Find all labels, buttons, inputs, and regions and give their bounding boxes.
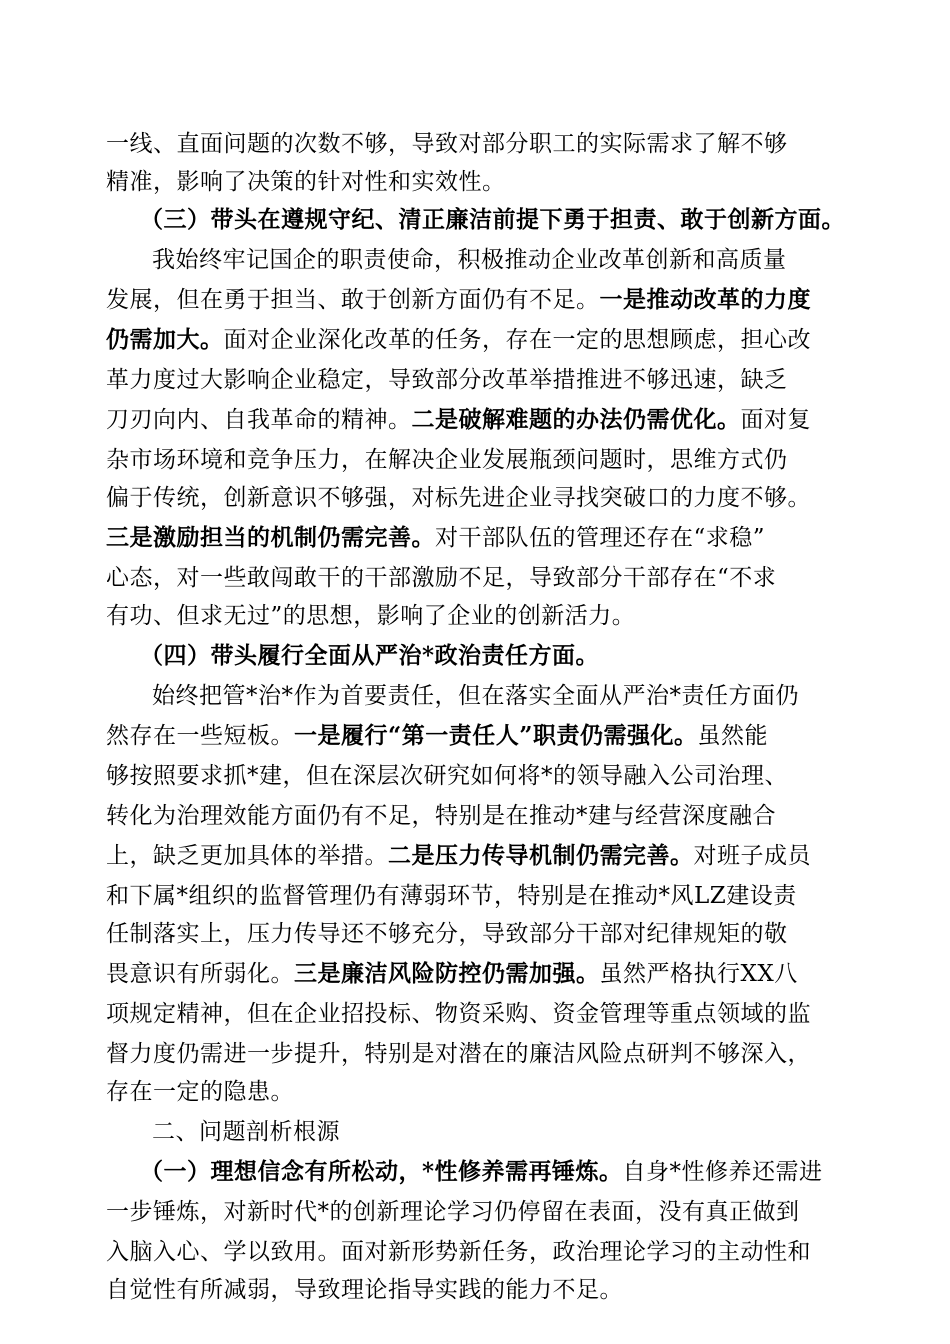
section-heading-4: （四）带头履行全面从严治*政治责任方面。	[140, 642, 600, 669]
paragraph-line: 项规定精神，但在企业招投标、物资采购、资金管理等重点领域的监	[106, 1001, 811, 1027]
paragraph-line: 始终把管*治*作为首要责任，但在落实全面从严治*责任方面仍	[152, 683, 799, 709]
paragraph-line: 三是激励担当的机制仍需完善。对干部队伍的管理还存在“求稳”	[106, 524, 766, 551]
paragraph-line: 存在一定的隐患。	[106, 1079, 294, 1105]
paragraph-line: 够按照要求抓*建，但在深层次研究如何将*的领导融入公司治理、	[106, 763, 788, 789]
paragraph-line: 偏于传统，创新意识不够强，对标先进企业寻找突破口的力度不够。	[106, 485, 811, 511]
paragraph-line: 转化为治理效能方面仍有不足，特别是在推动*建与经营深度融合	[106, 803, 776, 829]
paragraph-line: 精准，影响了决策的针对性和实效性。	[106, 169, 506, 195]
paragraph-line: 上，缺乏更加具体的举措。二是压力传导机制仍需完善。对班子成员	[106, 842, 811, 869]
paragraph-line: 我始终牢记国企的职责使命，积极推动企业改革创新和高质量	[152, 247, 787, 273]
paragraph-line: 仍需加大。面对企业深化改革的任务，存在一定的思想顾虑，担心改	[106, 326, 811, 353]
paragraph-line: 然存在一些短板。一是履行“第一责任人”职责仍需强化。虽然能	[106, 722, 768, 749]
paragraph-line: 杂市场环境和竞争压力，在解决企业发展瓶颈问题时，思维方式仍	[106, 447, 788, 473]
paragraph-line: 入脑入心、学以致用。面对新形势新任务，政治理论学习的主动性和	[106, 1239, 811, 1265]
section-heading-3: （三）带头在遵规守纪、清正廉洁前提下勇于担责、敢于创新方面。	[140, 206, 845, 233]
paragraph-line: 发展，但在勇于担当、敢于创新方面仍有不足。一是推动改革的力度	[106, 286, 811, 313]
paragraph-line: 督力度仍需进一步提升，特别是对潜在的廉洁风险点研判不够深入，	[106, 1041, 811, 1067]
section-title-2: 二、问题剖析根源	[152, 1119, 340, 1145]
paragraph-line: 任制落实上，压力传导还不够充分，导致部分干部对纪律规矩的敬	[106, 921, 788, 947]
paragraph-line: 自觉性有所减弱，导致理论指导实践的能力不足。	[106, 1277, 623, 1303]
paragraph-line: （一）理想信念有所松动，*性修养需再锤炼。自身*性修养还需进	[140, 1158, 823, 1185]
paragraph-line: 和下属*组织的监督管理仍有薄弱环节，特别是在推动*风LZ建设责	[106, 883, 797, 909]
paragraph-line: 一步锤炼，对新时代*的创新理论学习仍停留在表面，没有真正做到	[106, 1199, 800, 1225]
paragraph-line: 一线、直面问题的次数不够，导致对部分职工的实际需求了解不够	[106, 131, 788, 157]
paragraph-line: 心态，对一些敢闯敢干的干部激励不足，导致部分干部存在“不求	[106, 565, 777, 591]
paragraph-line: 革力度过大影响企业稳定，导致部分改革举措推进不够迅速，缺乏	[106, 367, 788, 393]
paragraph-line: 有功、但求无过”的思想，影响了企业的创新活力。	[106, 603, 636, 629]
paragraph-line: 刀刃向内、自我革命的精神。二是破解难题的办法仍需优化。面对复	[106, 406, 811, 433]
paragraph-line: 畏意识有所弱化。三是廉洁风险防控仍需加强。虽然严格执行XX八	[106, 960, 798, 987]
